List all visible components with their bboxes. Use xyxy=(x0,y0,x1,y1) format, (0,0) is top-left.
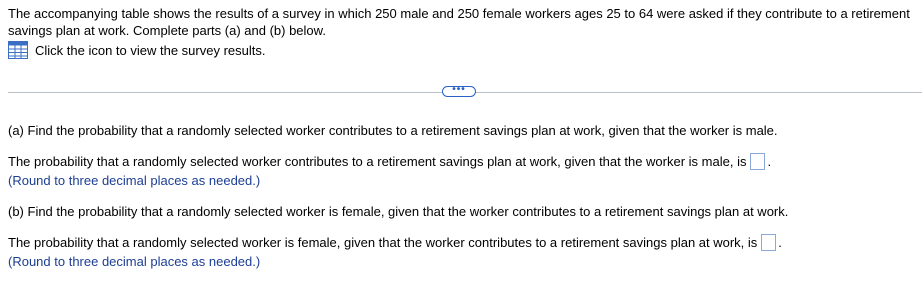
part-a-answer-input[interactable] xyxy=(750,153,765,170)
more-dots-icon: ••• xyxy=(452,83,466,95)
part-a-answer-suffix: . xyxy=(767,154,772,169)
table-icon[interactable] xyxy=(8,41,28,59)
part-a-rounding-hint: (Round to three decimal places as needed.) xyxy=(8,173,261,188)
part-b-answer-suffix: . xyxy=(778,235,782,250)
part-a-answer-prefix: The probability that a randomly selected worker contributes to a retirement savings plan at work, given that the worker is male, is xyxy=(8,154,747,169)
part-b-answer-input[interactable] xyxy=(761,234,776,251)
problem-intro: The accompanying table shows the results of a survey in which 250 male and 250 female workers ages 25 to 64 were asked if they contribute to a retirement savings plan at work. Complete parts (a) and (b) below. xyxy=(8,6,910,38)
view-survey-table-link[interactable] xyxy=(8,41,265,59)
part-b-rounding-hint: (Round to three decimal places as needed.) xyxy=(8,254,261,269)
part-b-answer-prefix: The probability that a randomly selected worker is female, given that the worker contributes to a retirement savings plan at work, is xyxy=(8,235,758,250)
part-b-answer-row xyxy=(8,234,782,251)
expand-more-button[interactable] xyxy=(442,83,476,97)
part-a-question: (a) Find the probability that a randomly selected worker contributes to a retirement savings plan at work, given that the worker is male. xyxy=(8,123,778,138)
part-a-answer-row xyxy=(8,153,771,170)
part-b-question: (b) Find the probability that a randomly selected worker is female, given that the worker contributes to a retirement savings plan at work. xyxy=(8,204,789,219)
table-link-label[interactable]: Click the icon to view the survey results. xyxy=(35,42,266,58)
